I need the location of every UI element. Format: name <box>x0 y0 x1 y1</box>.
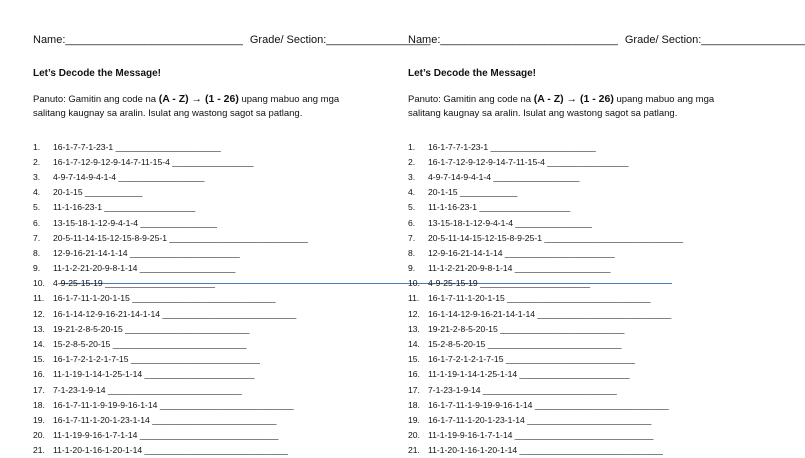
item-code: 16-1-7-7-1-23-1 ______________________ <box>53 141 221 152</box>
list-item <box>33 169 308 184</box>
item-number: 2. <box>33 156 41 167</box>
item-number: 1. <box>33 141 41 152</box>
instruction-code: (A - Z) → (1 - 26) <box>158 93 239 105</box>
list-item <box>33 230 308 245</box>
list-item <box>408 291 683 306</box>
item-code: 11-1-16-23-1 ___________________ <box>428 202 571 213</box>
item-code: 16-1-7-11-1-9-19-9-16-1-14 ____________________________ <box>428 399 669 410</box>
item-number: 4. <box>408 187 416 198</box>
item-code: 13-15-18-1-12-9-4-1-4 ________________ <box>428 217 592 228</box>
list-item <box>33 336 308 351</box>
list-item <box>33 382 308 397</box>
item-code: 15-2-8-5-20-15 ____________________________ <box>53 339 247 350</box>
item-number: 17. <box>33 384 45 395</box>
item-code: 7-1-23-1-9-14 ____________________________ <box>428 384 617 395</box>
item-number: 10. <box>408 278 420 289</box>
item-number: 19. <box>408 414 420 425</box>
item-code: 16-1-14-12-9-16-21-14-1-14 ____________________________ <box>428 308 672 319</box>
item-code: 11-1-20-1-16-1-20-1-14 ______________________________ <box>53 445 288 456</box>
name-field-label: Name:_____________________________ <box>33 34 243 46</box>
item-code: 20-5-11-14-15-12-15-8-9-25-1 _____________________________ <box>53 232 309 243</box>
list-item <box>33 428 308 443</box>
list-item <box>408 428 683 443</box>
item-code: 11-1-20-1-16-1-20-1-14 ______________________________ <box>428 445 663 456</box>
list-item <box>33 139 308 154</box>
list-item <box>408 367 683 382</box>
item-number: 6. <box>408 217 416 228</box>
item-code: 11-1-19-1-14-1-25-1-14 _______________________ <box>53 369 255 380</box>
list-item <box>408 352 683 367</box>
instructions <box>33 92 373 121</box>
item-number: 21. <box>408 445 420 456</box>
item-code: 11-1-2-21-20-9-8-1-14 ____________________ <box>53 263 236 274</box>
worksheet-right <box>408 0 805 456</box>
item-number: 8. <box>408 247 416 258</box>
item-code: 12-9-16-21-14-1-14 _______________________ <box>428 247 615 258</box>
item-number: 3. <box>33 171 41 182</box>
item-code: 7-1-23-1-9-14 ____________________________ <box>53 384 242 395</box>
list-item <box>408 215 683 230</box>
item-number: 18. <box>408 399 420 410</box>
item-code: 13-15-18-1-12-9-4-1-4 ________________ <box>53 217 217 228</box>
instructions <box>408 92 748 121</box>
item-code: 4-9-7-14-9-4-1-4 __________________ <box>428 171 580 182</box>
grade-section-label: Grade/ Section:_________________ <box>249 34 431 46</box>
list-item <box>33 291 308 306</box>
item-code: 20-1-15 ____________ <box>428 187 518 198</box>
item-code: 4-9-25-15-19 _______________________ <box>428 278 590 289</box>
list-item <box>33 154 308 169</box>
item-number: 5. <box>408 202 416 213</box>
item-code: 20-5-11-14-15-12-15-8-9-25-1 _____________________________ <box>428 232 684 243</box>
list-item <box>33 367 308 382</box>
item-number: 4. <box>33 187 41 198</box>
list-item <box>33 397 308 412</box>
item-number: 5. <box>33 202 41 213</box>
item-number: 13. <box>33 323 45 334</box>
item-code: 16-1-7-11-1-20-1-15 ______________________________ <box>428 293 651 304</box>
header-line <box>408 34 805 46</box>
item-number: 16. <box>408 369 420 380</box>
list-item <box>408 321 683 336</box>
list-item <box>408 382 683 397</box>
grade-section-label: Grade/ Section:_________________ <box>624 34 805 46</box>
item-number: 2. <box>408 156 416 167</box>
list-item <box>408 443 683 458</box>
list-item <box>408 230 683 245</box>
item-code: 16-1-7-11-1-20-1-23-1-14 __________________________ <box>428 414 652 425</box>
item-code: 20-1-15 ____________ <box>53 187 143 198</box>
item-code: 16-1-7-11-1-9-19-9-16-1-14 ____________________________ <box>53 399 294 410</box>
item-number: 14. <box>33 339 45 350</box>
instruction-prefix: Panuto: Gamitin ang code na <box>408 94 532 105</box>
item-code: 11-1-19-1-14-1-25-1-14 _______________________ <box>428 369 630 380</box>
list-item <box>408 185 683 200</box>
list-item <box>408 200 683 215</box>
instruction-prefix: Panuto: Gamitin ang code na <box>33 94 157 105</box>
item-code: 16-1-7-11-1-20-1-23-1-14 __________________________ <box>53 414 277 425</box>
instruction-suffix: upang mabuo ang mga salitang kaugnay sa aralin. Isulat ang wastong sagot sa patlang. <box>408 94 715 119</box>
worksheet-left <box>33 0 431 456</box>
item-number: 17. <box>408 384 420 395</box>
list-item <box>33 245 308 260</box>
item-code: 16-1-7-2-1-2-1-7-15 ___________________________ <box>53 354 260 365</box>
item-number: 10. <box>33 278 45 289</box>
list-item <box>33 185 308 200</box>
item-number: 15. <box>408 354 420 365</box>
instruction-code: (A - Z) → (1 - 26) <box>533 93 614 105</box>
item-code: 11-1-19-9-16-1-7-1-14 _____________________________ <box>53 430 279 441</box>
item-number: 6. <box>33 217 41 228</box>
item-number: 3. <box>408 171 416 182</box>
list-item <box>408 306 683 321</box>
list-item <box>33 321 308 336</box>
item-code: 16-1-14-12-9-16-21-14-1-14 ____________________________ <box>53 308 297 319</box>
item-number: 16. <box>33 369 45 380</box>
list-item <box>33 200 308 215</box>
name-field-label: Name:_____________________________ <box>408 34 618 46</box>
list-item <box>408 139 683 154</box>
item-number: 11. <box>408 293 420 304</box>
item-number: 12. <box>408 308 420 319</box>
item-number: 7. <box>33 232 41 243</box>
item-code: 4-9-7-14-9-4-1-4 __________________ <box>53 171 205 182</box>
item-code: 16-1-7-7-1-23-1 ______________________ <box>428 141 596 152</box>
item-code: 19-21-2-8-5-20-15 __________________________ <box>428 323 625 334</box>
worksheet-title: Let’s Decode the Message! <box>408 68 537 79</box>
item-number: 19. <box>33 414 45 425</box>
item-code: 16-1-7-12-9-12-9-14-7-11-15-4 _________________ <box>428 156 629 167</box>
list-item <box>408 276 683 291</box>
list-item <box>408 245 683 260</box>
worksheet-title: Let’s Decode the Message! <box>33 68 162 79</box>
item-number: 15. <box>33 354 45 365</box>
instruction-suffix: upang mabuo ang mga salitang kaugnay sa aralin. Isulat ang wastong sagot sa patlang. <box>33 94 340 119</box>
item-number: 9. <box>408 263 416 274</box>
item-code: 16-1-7-11-1-20-1-15 ______________________________ <box>53 293 276 304</box>
list-item <box>33 215 308 230</box>
item-code: 19-21-2-8-5-20-15 __________________________ <box>53 323 250 334</box>
item-code: 16-1-7-2-1-2-1-7-15 ___________________________ <box>428 354 635 365</box>
list-item <box>408 169 683 184</box>
item-code: 12-9-16-21-14-1-14 _______________________ <box>53 247 240 258</box>
list-item <box>408 336 683 351</box>
item-code: 11-1-16-23-1 ___________________ <box>53 202 196 213</box>
item-number: 21. <box>33 445 45 456</box>
item-code: 11-1-2-21-20-9-8-1-14 ____________________ <box>428 263 611 274</box>
item-code: 4-9-25-15-19 _______________________ <box>53 278 215 289</box>
list-item <box>408 154 683 169</box>
list-item <box>33 443 308 458</box>
item-number: 13. <box>408 323 420 334</box>
header-line <box>33 34 430 46</box>
item-number: 12. <box>33 308 45 319</box>
item-number: 7. <box>408 232 416 243</box>
item-number: 14. <box>408 339 420 350</box>
decode-list <box>408 139 683 458</box>
list-item <box>33 306 308 321</box>
item-number: 1. <box>408 141 416 152</box>
item-number: 20. <box>33 430 45 441</box>
decode-list <box>33 139 308 458</box>
list-item <box>408 412 683 427</box>
item-number: 18. <box>33 399 45 410</box>
list-item <box>33 261 308 276</box>
item-number: 9. <box>33 263 41 274</box>
item-number: 11. <box>33 293 45 304</box>
list-item <box>33 276 308 291</box>
list-item <box>33 352 308 367</box>
item-code: 11-1-19-9-16-1-7-1-14 _____________________________ <box>428 430 654 441</box>
item-code: 16-1-7-12-9-12-9-14-7-11-15-4 _________________ <box>53 156 254 167</box>
item-number: 8. <box>33 247 41 258</box>
list-item <box>408 261 683 276</box>
item-number: 20. <box>408 430 420 441</box>
list-item <box>33 412 308 427</box>
list-item <box>408 397 683 412</box>
item-code: 15-2-8-5-20-15 ____________________________ <box>428 339 622 350</box>
